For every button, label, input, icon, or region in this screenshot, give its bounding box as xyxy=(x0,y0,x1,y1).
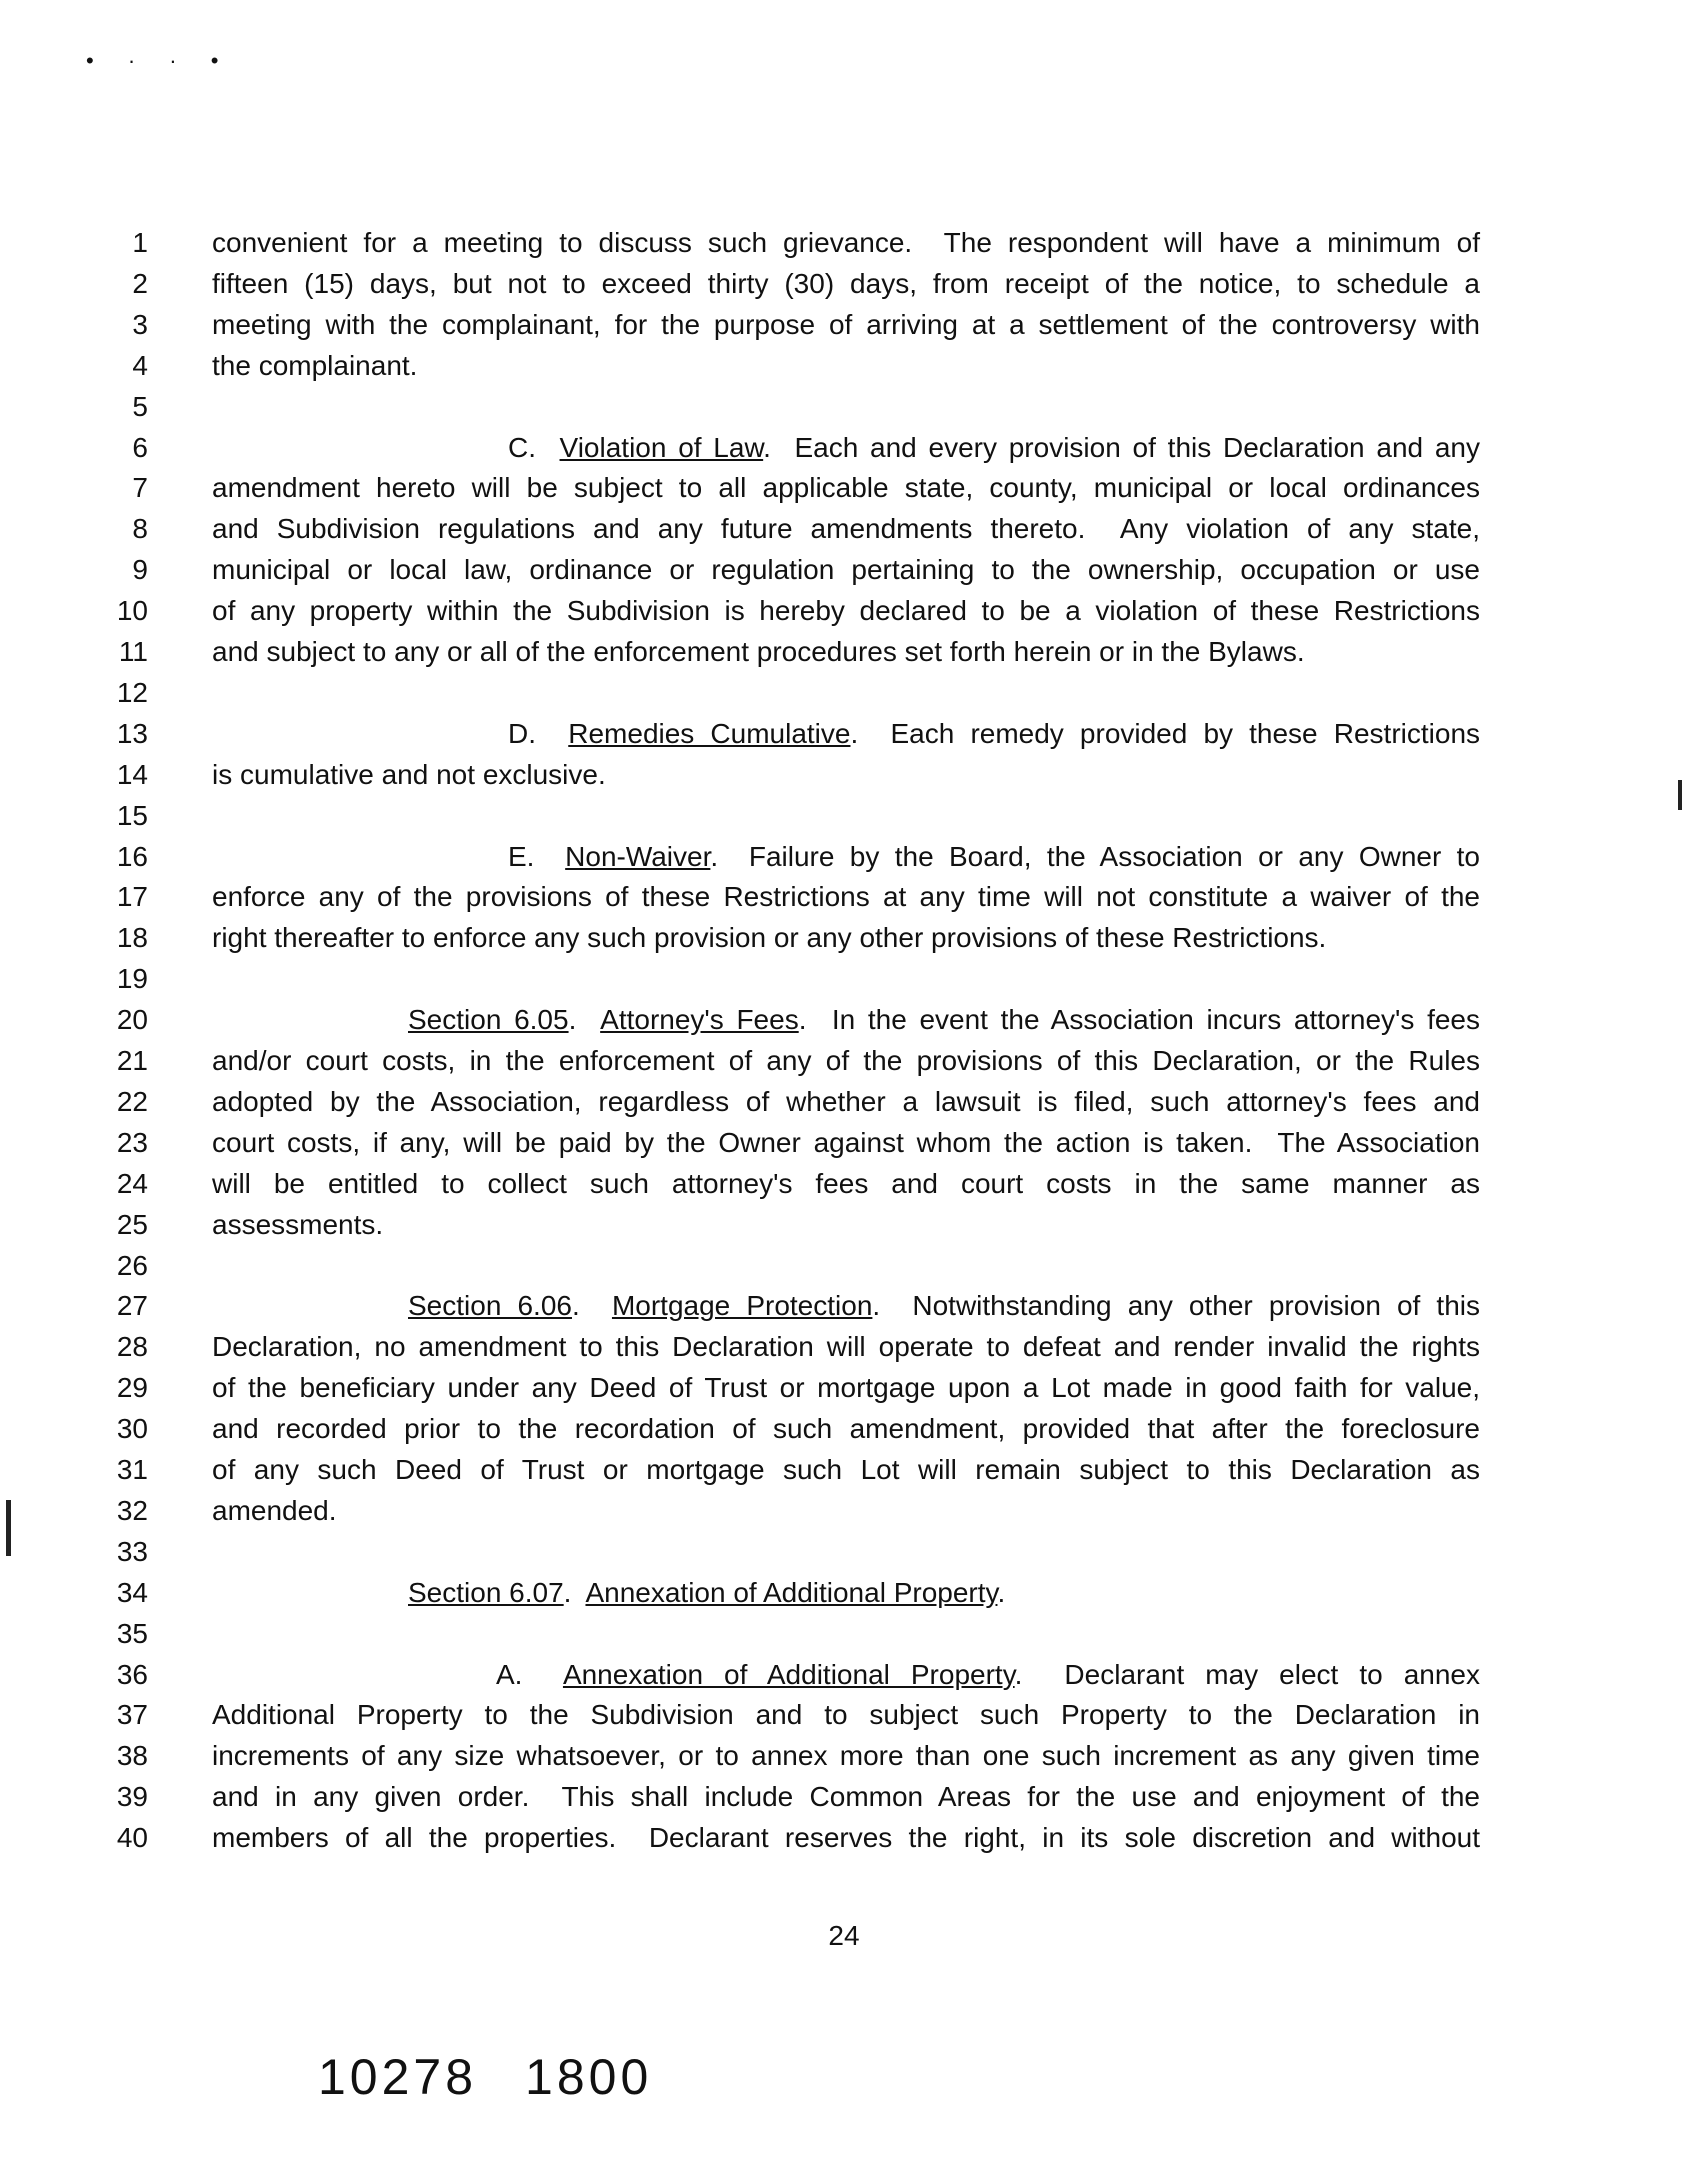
text-run: A. xyxy=(496,1658,563,1690)
underlined-heading: Annexation of Additional Property xyxy=(562,1658,1015,1690)
line-number: 16 xyxy=(116,840,148,872)
line-text xyxy=(212,304,1480,345)
text-run: and Subdivision regulations and any future amendments thereto. Any violation of any state, xyxy=(212,513,1480,545)
line-text xyxy=(212,1285,1480,1326)
line-number: 25 xyxy=(116,1208,148,1240)
line-number: 33 xyxy=(116,1535,148,1567)
line-text xyxy=(212,713,1480,754)
document-line xyxy=(0,1572,1688,1613)
underlined-heading: Violation of Law xyxy=(559,431,764,463)
document-line xyxy=(0,549,1688,590)
line-number: 1 xyxy=(132,227,148,258)
text-run: and in any given order. This shall include Common Areas for the use and enjoyment of the xyxy=(212,1781,1480,1813)
line-number: 39 xyxy=(116,1781,148,1813)
line-text xyxy=(212,836,1480,877)
text-run: . xyxy=(571,1290,612,1322)
line-number: 38 xyxy=(116,1740,148,1772)
line-number: 20 xyxy=(116,1004,148,1036)
text-run: C. xyxy=(508,431,560,463)
line-number: 9 xyxy=(132,554,148,586)
line-text xyxy=(212,1367,1480,1408)
document-line xyxy=(0,1040,1688,1081)
document-line xyxy=(0,1613,1688,1654)
line-number: 2 xyxy=(132,267,148,299)
document-line xyxy=(0,1163,1688,1204)
line-number: 19 xyxy=(116,963,148,995)
stamp-page-number: 1800 xyxy=(525,2049,653,2105)
line-number: 24 xyxy=(116,1167,148,1199)
line-number: 6 xyxy=(132,431,148,463)
line-number: 22 xyxy=(116,1085,148,1117)
line-number: 32 xyxy=(116,1494,148,1526)
document-line xyxy=(0,1285,1688,1326)
line-number: 26 xyxy=(116,1249,148,1281)
line-number: 10 xyxy=(116,595,148,627)
line-number: 13 xyxy=(116,717,148,749)
underlined-heading: Section 6.07 xyxy=(408,1576,564,1608)
line-number: 21 xyxy=(116,1045,148,1076)
line-text xyxy=(212,917,1480,958)
text-run: . Notwithstanding any other provision of this xyxy=(872,1290,1480,1322)
document-line xyxy=(0,876,1688,917)
line-number: 7 xyxy=(132,472,148,504)
line-text xyxy=(212,1449,1480,1490)
text-run: . xyxy=(568,1004,601,1036)
document-line xyxy=(0,836,1688,877)
document-line xyxy=(0,1204,1688,1245)
line-number: 36 xyxy=(116,1658,148,1690)
document-line xyxy=(0,1081,1688,1122)
document-line xyxy=(0,795,1688,836)
text-run: . xyxy=(563,1576,586,1608)
document-line xyxy=(0,263,1688,304)
line-number: 18 xyxy=(116,922,148,954)
underlined-heading: Attorney's Fees xyxy=(600,1004,799,1036)
line-text xyxy=(212,345,1480,386)
line-number: 28 xyxy=(116,1331,148,1363)
text-run: . Each remedy provided by these Restrictions xyxy=(850,717,1481,749)
line-number: 3 xyxy=(132,308,148,340)
document-line xyxy=(0,386,1688,427)
text-run: of any such Deed of Trust or mortgage such Lot will remain subject to this Declaration as xyxy=(212,1454,1480,1485)
line-text xyxy=(212,549,1480,590)
line-text xyxy=(212,1490,1480,1531)
document-line xyxy=(0,1490,1688,1531)
document-line xyxy=(0,1245,1688,1286)
underlined-heading: Annexation of Additional Property xyxy=(585,1576,998,1608)
text-run: enforce any of the provisions of these Restrictions at any time will not constitute a waiver of the xyxy=(212,881,1480,913)
text-run: of the beneficiary under any Deed of Trust or mortgage upon a Lot made in good faith for value, xyxy=(212,1372,1480,1404)
line-text xyxy=(212,1326,1480,1367)
text-run: . xyxy=(997,1576,1006,1608)
document-line xyxy=(0,1735,1688,1776)
line-text xyxy=(212,754,1480,795)
line-text xyxy=(212,1694,1480,1735)
line-text xyxy=(212,1408,1480,1449)
text-run: and recorded prior to the recordation of such amendment, provided that after the foreclosure xyxy=(212,1413,1480,1445)
text-run: convenient for a meeting to discuss such grievance. The respondent will have a minimum of xyxy=(212,227,1480,258)
document-line xyxy=(0,1122,1688,1163)
text-run: and/or court costs, in the enforcement of any of the provisions of this Declaration, or the Rules xyxy=(212,1045,1480,1076)
text-run: right thereafter to enforce any such provision or any other provisions of these Restrictions. xyxy=(212,922,1327,954)
underlined-heading: Section 6.05 xyxy=(408,1004,569,1036)
line-text xyxy=(212,1654,1480,1695)
document-line xyxy=(0,713,1688,754)
line-number: 8 xyxy=(132,513,148,545)
line-number: 17 xyxy=(116,881,148,913)
line-text xyxy=(212,631,1480,672)
document-line xyxy=(0,999,1688,1040)
line-text xyxy=(212,1817,1480,1858)
text-run: . Declarant may elect to annex xyxy=(1014,1658,1480,1690)
line-text xyxy=(212,590,1480,631)
document-line xyxy=(0,1694,1688,1735)
document-line xyxy=(0,508,1688,549)
line-text xyxy=(212,1081,1480,1122)
text-run: is cumulative and not exclusive. xyxy=(212,758,606,790)
line-number: 23 xyxy=(116,1126,148,1158)
line-number: 15 xyxy=(116,799,148,831)
document-line xyxy=(0,1326,1688,1367)
text-run: and subject to any or all of the enforcement procedures set forth herein or in the Bylaws. xyxy=(212,636,1305,667)
document-line xyxy=(0,222,1688,263)
line-number: 37 xyxy=(116,1699,148,1731)
document-line xyxy=(0,1408,1688,1449)
text-run: of any property within the Subdivision is hereby declared to be a violation of these Restrictions xyxy=(212,595,1480,627)
line-text xyxy=(212,1735,1480,1776)
text-run: court costs, if any, will be paid by the Owner against whom the action is taken. The Association xyxy=(212,1126,1480,1158)
document-line xyxy=(0,672,1688,713)
text-run: D. xyxy=(508,717,569,749)
line-text xyxy=(212,508,1480,549)
line-text xyxy=(212,1776,1480,1817)
document-line xyxy=(0,1367,1688,1408)
line-number: 34 xyxy=(116,1576,148,1608)
line-text xyxy=(212,1122,1480,1163)
text-run: amended. xyxy=(212,1494,337,1526)
line-text xyxy=(212,263,1480,304)
text-run: will be entitled to collect such attorney's fees and court costs in the same manner as xyxy=(212,1167,1480,1199)
text-run: fifteen (15) days, but not to exceed thirty (30) days, from receipt of the notice, to schedule a xyxy=(212,267,1480,299)
line-text xyxy=(212,467,1480,508)
line-text xyxy=(212,999,1480,1040)
underlined-heading: Remedies Cumulative xyxy=(568,717,851,749)
stamp-book-number: 10278 xyxy=(318,2049,478,2105)
line-number: 5 xyxy=(132,390,148,422)
line-number: 31 xyxy=(116,1454,148,1485)
text-run: Additional Property to the Subdivision and to subject such Property to the Declaration in xyxy=(212,1699,1480,1731)
line-text xyxy=(212,1163,1480,1204)
text-run: the complainant. xyxy=(212,349,418,381)
line-number: 14 xyxy=(116,758,148,790)
line-number: 40 xyxy=(116,1822,148,1854)
document-line xyxy=(0,958,1688,999)
text-run: Declaration, no amendment to this Declaration will operate to defeat and render invalid the rights xyxy=(212,1331,1480,1363)
document-line xyxy=(0,427,1688,468)
document-line xyxy=(0,1776,1688,1817)
line-text xyxy=(212,1204,1480,1245)
line-text xyxy=(212,1040,1480,1081)
document-line xyxy=(0,631,1688,672)
text-run: increments of any size whatsoever, or to annex more than one such increment as any given time xyxy=(212,1740,1480,1772)
document-line xyxy=(0,345,1688,386)
text-run: adopted by the Association, regardless of whether a lawsuit is filed, such attorney's fees and xyxy=(212,1085,1480,1117)
page-number: 24 xyxy=(828,1920,860,1951)
underlined-heading: Section 6.06 xyxy=(408,1290,572,1322)
underlined-heading: Non-Waiver xyxy=(565,840,711,872)
document-line xyxy=(0,917,1688,958)
line-text xyxy=(212,876,1480,917)
scan-speck-marks: • · · • xyxy=(86,48,233,73)
text-run: E. xyxy=(508,840,566,872)
document-line xyxy=(0,1654,1688,1695)
document-line xyxy=(0,1817,1688,1858)
text-run: municipal or local law, ordinance or regulation pertaining to the ownership, occupation or use xyxy=(212,554,1480,586)
line-number: 29 xyxy=(116,1372,148,1404)
line-text xyxy=(212,222,1480,263)
line-text xyxy=(212,1572,1480,1613)
line-number: 12 xyxy=(116,676,148,708)
line-number: 27 xyxy=(116,1290,148,1322)
text-run: assessments. xyxy=(212,1208,384,1240)
text-run: meeting with the complainant, for the purpose of arriving at a settlement of the controversy with xyxy=(212,308,1480,340)
document-line xyxy=(0,304,1688,345)
recording-stamp xyxy=(318,2048,700,2106)
document-line xyxy=(0,1531,1688,1572)
text-run: . Failure by the Board, the Association or any Owner to xyxy=(710,840,1480,872)
document-line xyxy=(0,754,1688,795)
line-text xyxy=(212,427,1480,468)
line-number: 35 xyxy=(116,1617,148,1649)
document-line xyxy=(0,1449,1688,1490)
document-line xyxy=(0,590,1688,631)
line-number: 30 xyxy=(116,1413,148,1445)
text-run: . In the event the Association incurs attorney's fees xyxy=(798,1004,1481,1036)
text-run: amendment hereto will be subject to all applicable state, county, municipal or local ordinances xyxy=(212,472,1480,504)
text-run: . Each and every provision of this Declaration and any xyxy=(763,431,1481,463)
line-number: 4 xyxy=(132,349,148,381)
line-number: 11 xyxy=(118,636,148,667)
text-run: members of all the properties. Declarant reserves the right, in its sole discretion and without xyxy=(212,1822,1480,1854)
underlined-heading: Mortgage Protection xyxy=(611,1290,873,1322)
document-line xyxy=(0,467,1688,508)
